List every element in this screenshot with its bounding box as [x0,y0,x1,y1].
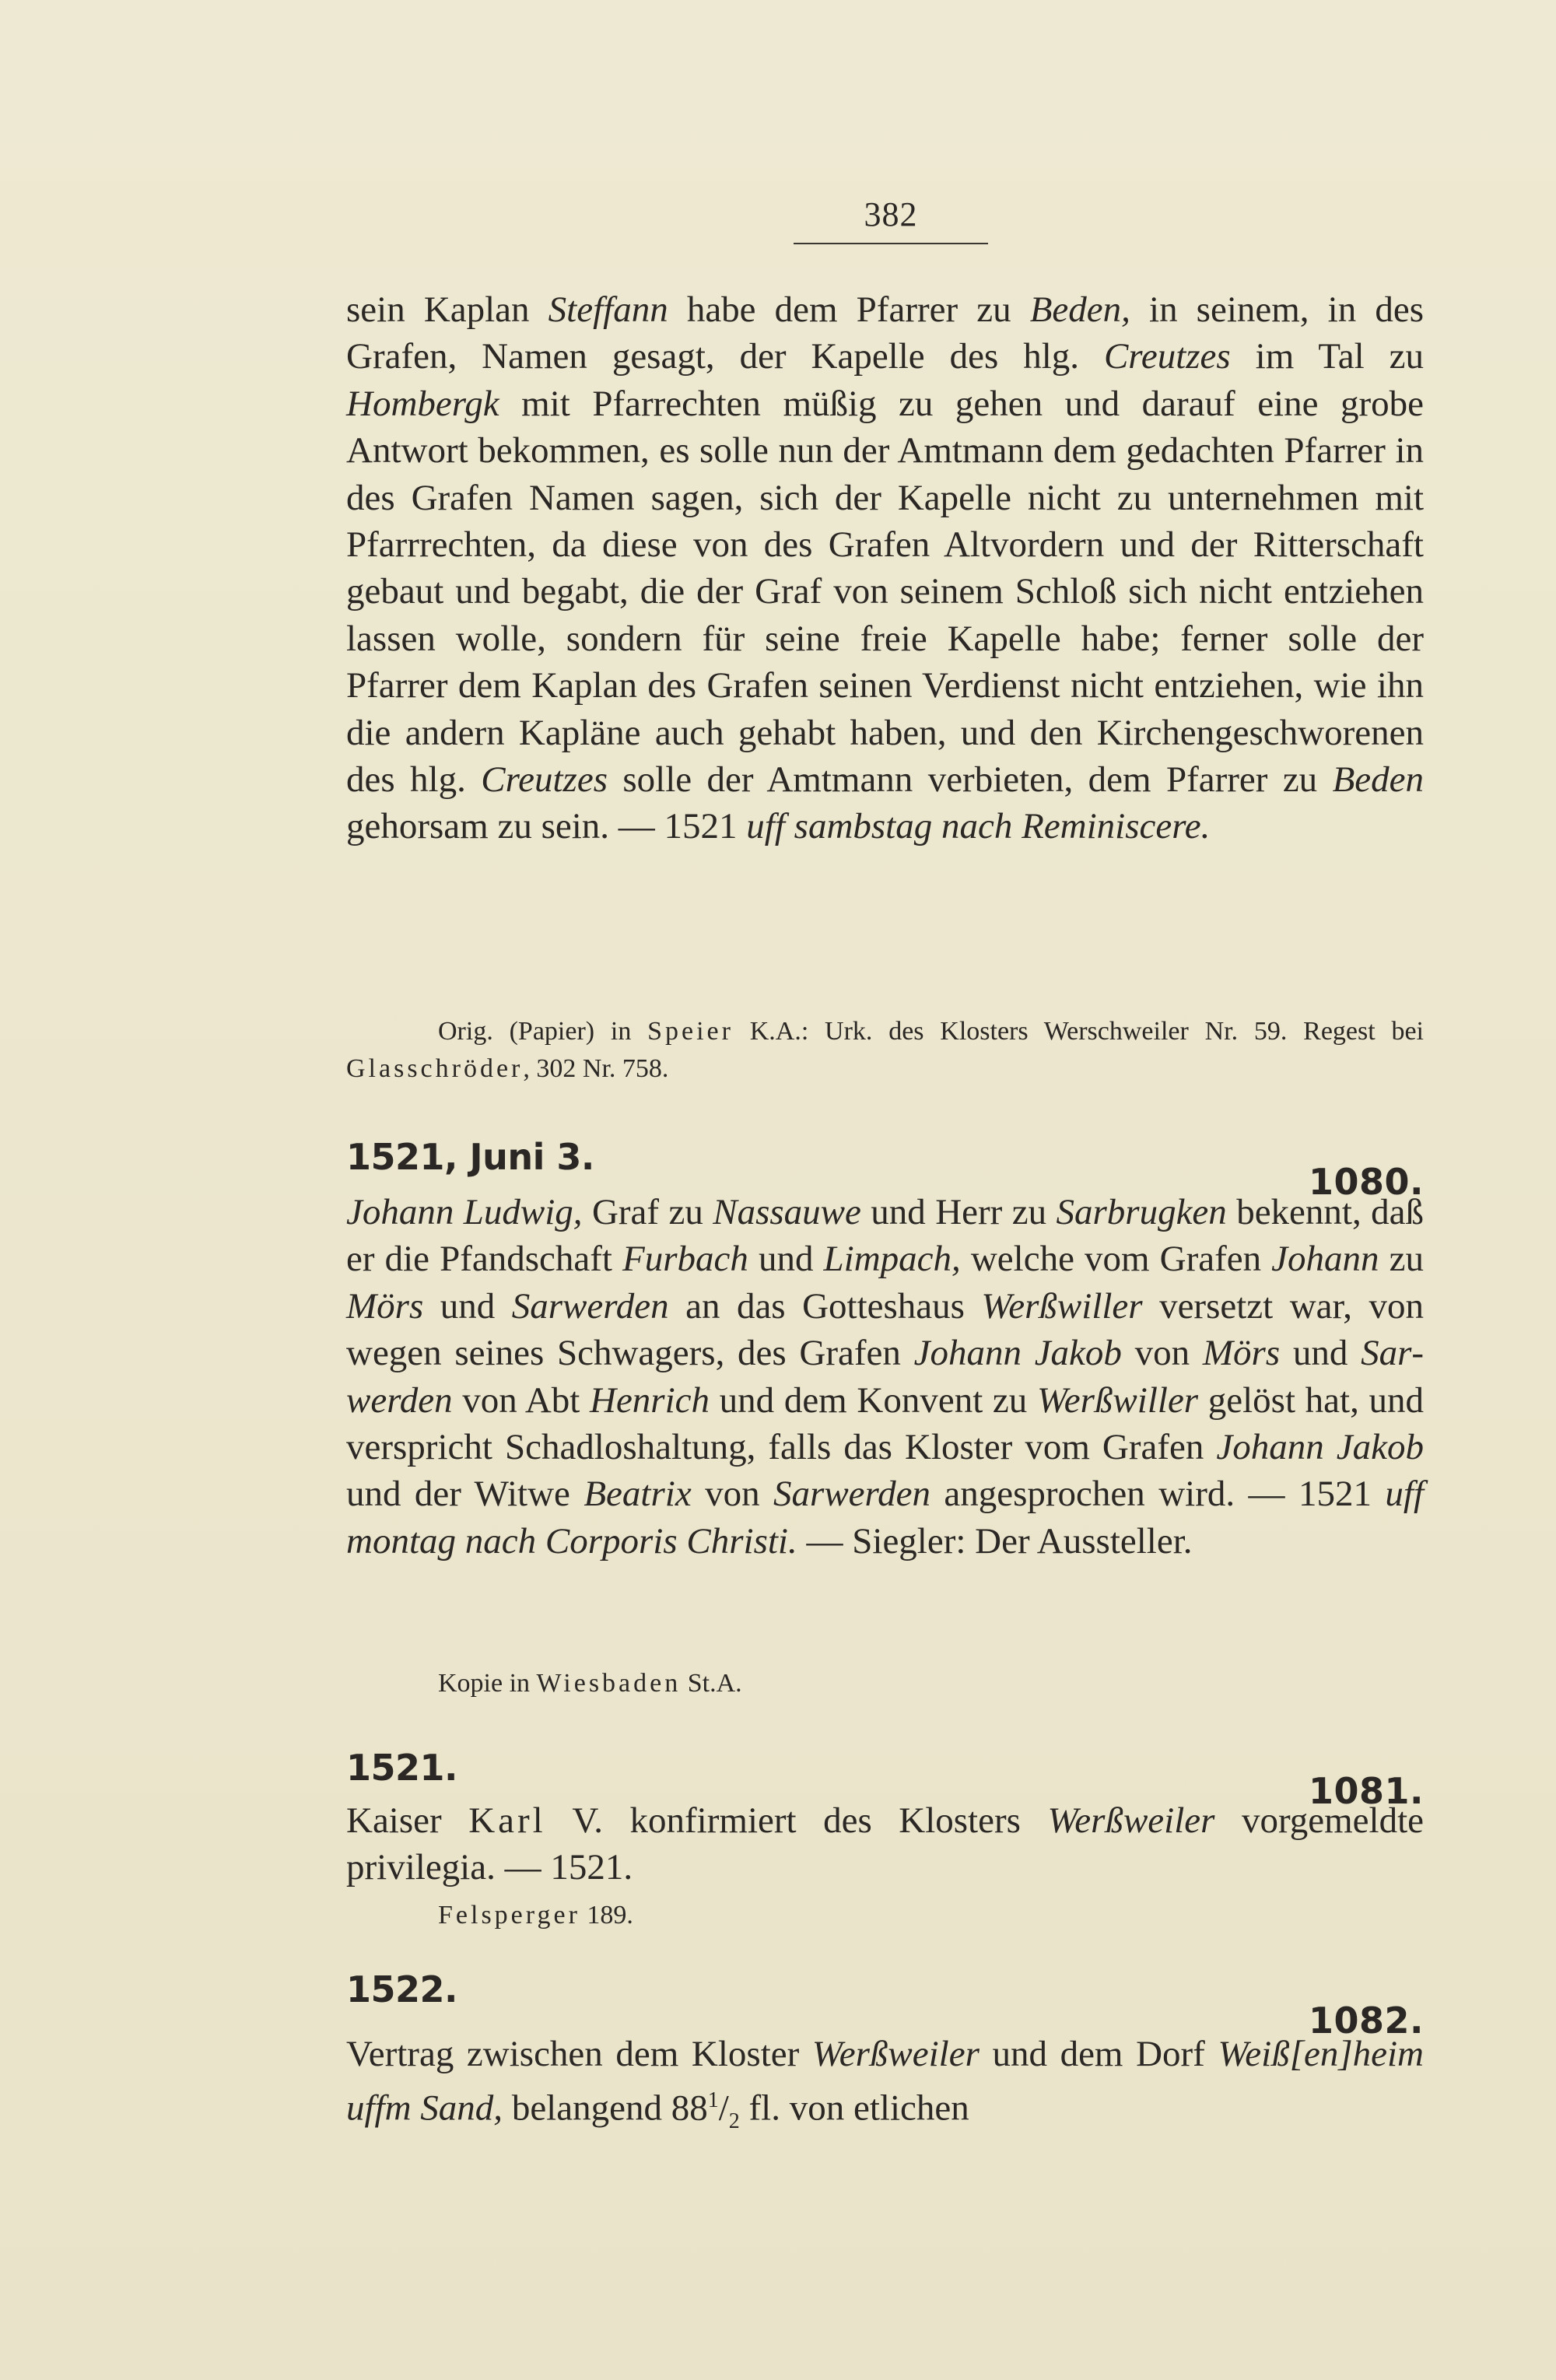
place-name: Hombergk [346,383,499,424]
place-name: Werßwiller [1036,1379,1199,1421]
entry-1080-text: Johann Ludwig, Graf zu Nassauwe und Herr zu Sarbrugken bekennt, daß er die Pfandschaft Furbach und Limpach, welche vom Grafen Johann zu Mörs und Sarwerden an das Gotteshaus Werßwiller versetzt war, von wegen seines Schwagers, des Grafen Johann Jakob von Mörs und Sarwerden von Abt Henrich und dem Konvent zu Werßwiller gelöst hat, und verspricht Schadloshaltung, falls das Kloster vom Grafen Johann Jakob und der Witwe Beatrix von Sarwerden angesprochen wird. — 1521 uff montag nach Corporis Christi. — Siegler: Der Aussteller. [346,1192,1425,1562]
place-name: Furbach [622,1239,748,1280]
place-name: Werßweiler [811,2034,980,2074]
chapel-name: Creutzes [1103,336,1231,377]
entry-1082-text: Vertrag zwischen dem Kloster Werßweiler und dem Dorf Weiß[en]heim uffm Sand, belangend $88^1/_2$ fl. von etlichen [346,2034,1424,2134]
entry-1081-date: 1521. [346,1747,458,1789]
person-name: Henrich [590,1379,710,1421]
place-name: Nassauwe [713,1192,861,1232]
chapel-name: Creutzes [481,759,608,801]
entry-1081-number: 1081. [1308,1770,1424,1812]
fraction-denominator: 2 [728,2109,740,2134]
person-name: Beatrix [584,1474,692,1515]
entry-1080-date: 1521, Juni 3. [346,1136,594,1178]
entry-1082-number: 1082. [1308,2000,1424,2042]
place-name: Weiß[en]heim uffm Sand, [346,2034,1424,2129]
place-name: Mörs [1202,1333,1281,1374]
place-name: Limpach, [823,1239,961,1280]
page-number-rule [794,243,988,244]
person-name: Johann Jakob [913,1333,1122,1374]
source-author: Glasschröder [346,1054,524,1083]
place-name: Beden [1332,759,1424,801]
person-name: Johann [1271,1239,1379,1280]
archive-place: Speier [647,1017,734,1046]
continuation-source-note: Orig. (Papier) in Speier K.A.: Urk. des Klosters Werschweiler Nr. 59. Regest bei Glasschröder, 302 Nr. 758. [346,1017,1424,1083]
person-name: Karl [468,1800,546,1841]
date-phrase: uff sambstag nach Reminiscere. [746,806,1211,847]
person-name: Johann Jakob [1216,1427,1424,1468]
entry-1081-source-note: Felsperger 189. [438,1901,633,1930]
source-author: Felsperger [438,1901,580,1930]
entry-1080-number: 1080. [1308,1161,1424,1203]
archive-place: Wiesbaden [536,1669,682,1698]
person-name: Steffann [548,289,668,330]
page-number: 382 [864,195,918,233]
place-name: Sarbrugken [1056,1192,1227,1232]
place-name: Werßweiler [1047,1800,1215,1841]
place-name: Sarwerden [511,1285,669,1327]
place-name: Sarwerden [346,1333,1425,1421]
entry-1082-date: 1522. [346,1968,458,2010]
place-name: Werßwiller [981,1285,1143,1327]
date-phrase: uff montag nach Corporis Christi. [346,1474,1425,1562]
entry-1081-text: Kaiser Karl V. konfirmiert des Klosters Werßweiler vorgemeldte privilegia. — 1521. [346,1800,1425,1888]
entry-1080-source-note: Kopie in Wiesbaden St.A. [438,1669,742,1698]
place-name: Sarwerden [773,1474,930,1515]
place-name: Beden, [1029,289,1130,330]
fraction-numerator: 1 [707,2088,719,2113]
place-name: Mörs [346,1285,424,1327]
continuation-paragraph: sein Kaplan Steffann habe dem Pfarrer zu Beden, in seinem, in des Grafen, Namen gesagt, der Kapelle des hlg. Creutzes im Tal zu Hombergk mit Pfarrechten müßig zu gehen und darauf eine grobe Antwort bekommen, es solle nun der Amtmann dem gedachten Pfarrer in des Grafen Namen sagen, sich der Kapelle nicht zu unternehmen mit Pfarrrechten, da diese von des Grafen Altvordern und der Ritterschaft gebaut und begabt, die der Graf von seinem Schloß sich nicht entziehen lassen wolle, sondern für seine freie Kapelle habe; ferner solle der Pfarrer dem Kaplan des Grafen seinen Verdienst nicht entziehen, wie ihn die andern Kapläne auch gehabt haben, und den Kirchengeschworenen des hlg. Creutzes solle der Amtmann verbieten, dem Pfarrer zu Beden gehorsam zu sein. — 1521 uff sambstag nach Reminiscere. [346,289,1424,847]
person-name: Johann Ludwig, [346,1192,583,1232]
